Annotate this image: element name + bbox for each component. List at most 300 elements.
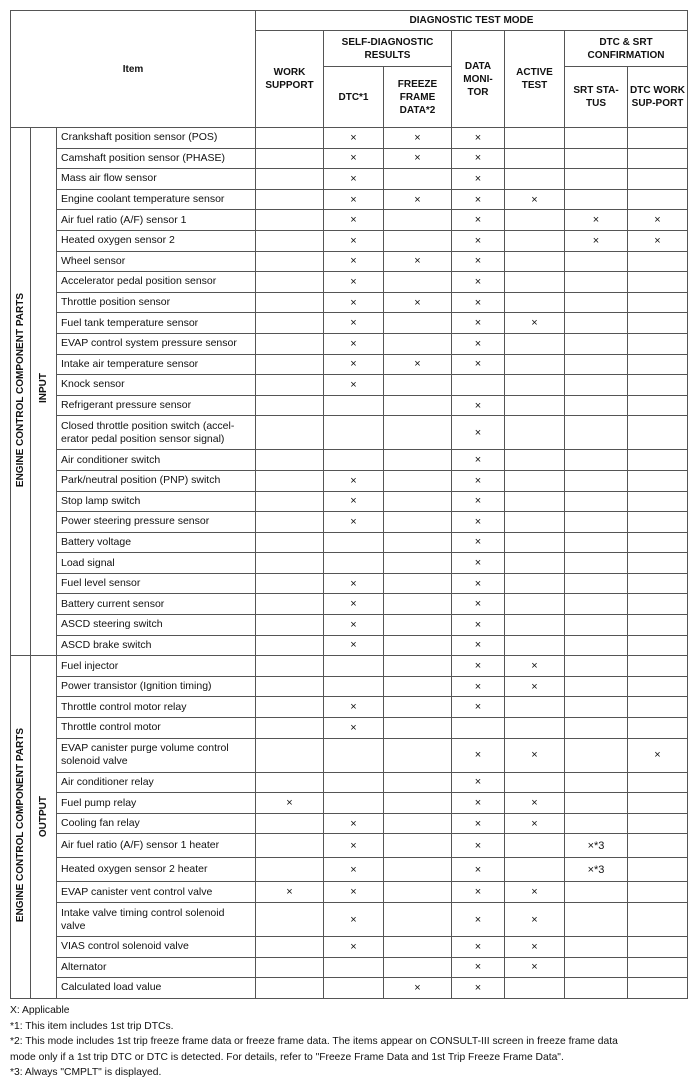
dtc-cell: [324, 813, 384, 834]
applicable-mark: ×: [474, 639, 482, 652]
srt-status-cell: [565, 772, 628, 793]
active-test-cell: [505, 834, 565, 858]
diagnostic-test-mode-header: DIAGNOSTIC TEST MODE: [256, 11, 688, 31]
freeze-frame-data-cell: [384, 978, 452, 999]
active-test-cell: [505, 718, 565, 739]
data-monitor-cell: [452, 615, 505, 636]
dtc-cell: [324, 416, 384, 450]
work-support-cell: [256, 656, 324, 677]
item-name: Fuel tank temperature sensor: [57, 313, 256, 334]
work-support-cell: [256, 615, 324, 636]
applicable-mark: ×: [474, 598, 482, 611]
dtc-cell: [324, 834, 384, 858]
table-row: [11, 251, 688, 272]
srt-status-cell: [565, 937, 628, 958]
applicable-mark: ×: [474, 474, 482, 487]
freeze-frame-data-cell: [384, 676, 452, 697]
table-row: [11, 697, 688, 718]
active-test-cell: [505, 676, 565, 697]
dtc-cell: [324, 395, 384, 416]
active-test-cell: [505, 793, 565, 814]
dtc-work-support-cell: [628, 978, 688, 999]
dtc-work-support-cell: [628, 532, 688, 553]
group-sublabel: OUTPUT: [38, 796, 49, 838]
item-name: Camshaft position sensor (PHASE): [57, 148, 256, 169]
applicable-mark: ×: [531, 817, 538, 830]
dtc-work-support-cell: [628, 813, 688, 834]
applicable-mark: ×: [350, 214, 357, 227]
item-name: Accelerator pedal position sensor: [57, 272, 256, 293]
active-test-cell: [505, 813, 565, 834]
freeze-frame-data-cell: [384, 210, 452, 231]
applicable-mark: ×: [531, 961, 538, 974]
active-test-cell: [505, 882, 565, 903]
table-row: [11, 957, 688, 978]
active-test-cell: [505, 772, 565, 793]
freeze-frame-data-cell: [384, 169, 452, 190]
applicable-mark: ×: [531, 680, 538, 693]
active-test-cell: [505, 594, 565, 615]
item-name: EVAP canister purge volume control solenoid valve: [57, 738, 256, 772]
table-row: [11, 450, 688, 471]
applicable-mark: ×: [474, 255, 482, 268]
applicable-mark: ×: [350, 193, 357, 206]
applicable-mark: ×: [350, 940, 357, 953]
active-test-cell: [505, 230, 565, 251]
dtc-work-support-cell: [628, 882, 688, 903]
applicable-mark: ×: [474, 886, 482, 899]
item-name: Throttle control motor relay: [57, 697, 256, 718]
dtc-cell: [324, 272, 384, 293]
applicable-mark: ×: [592, 234, 600, 247]
work-support-cell: [256, 169, 324, 190]
data-monitor-cell: [452, 903, 505, 937]
applicable-mark: ×: [350, 495, 357, 508]
srt-status-cell: [565, 416, 628, 450]
active-test-cell: [505, 615, 565, 636]
active-test-cell: [505, 937, 565, 958]
work-support-cell: [256, 882, 324, 903]
freeze-frame-data-cell: [384, 470, 452, 491]
freeze-frame-data-cell: [384, 532, 452, 553]
table-row: [11, 512, 688, 533]
applicable-mark: ×: [474, 536, 482, 549]
work-support-cell: [256, 272, 324, 293]
data-monitor-cell: [452, 656, 505, 677]
table-row: [11, 148, 688, 169]
item-name: EVAP canister vent control valve: [57, 882, 256, 903]
item-name: Air conditioner switch: [57, 450, 256, 471]
applicable-mark: ×: [474, 577, 482, 590]
item-name: ASCD steering switch: [57, 615, 256, 636]
work-support-cell: [256, 573, 324, 594]
applicable-mark: ×: [531, 193, 538, 206]
applicable-mark: ×: [474, 940, 482, 953]
data-monitor-cell: [452, 676, 505, 697]
srt-status-cell: [565, 292, 628, 313]
data-monitor-cell: [452, 978, 505, 999]
applicable-mark: ×: [350, 234, 357, 247]
applicable-mark: ×: [474, 214, 482, 227]
footnote-1: *1: This item includes 1st trip DTCs.: [10, 1020, 174, 1032]
applicable-mark: ×: [350, 639, 357, 652]
applicable-mark: ×: [474, 961, 482, 974]
applicable-mark: ×: [531, 749, 538, 762]
applicable-mark: ×: [474, 913, 482, 926]
applicable-mark: ×: [474, 317, 482, 330]
data-monitor-cell: [452, 395, 505, 416]
work-support-cell: [256, 813, 324, 834]
dtc-work-support-header: DTC WORK SUP-PORT: [628, 67, 688, 128]
freeze-frame-data-cell: [384, 512, 452, 533]
applicable-mark: ×: [474, 557, 482, 570]
applicable-mark: ×*3: [587, 839, 605, 852]
freeze-frame-data-cell: [384, 697, 452, 718]
srt-status-cell: [565, 333, 628, 354]
data-monitor-cell: [452, 573, 505, 594]
active-test-cell: [505, 978, 565, 999]
dtc-cell: [324, 512, 384, 533]
dtc-work-support-cell: [628, 697, 688, 718]
freeze-frame-data-cell: [384, 738, 452, 772]
item-name: Heated oxygen sensor 2: [57, 230, 256, 251]
freeze-frame-data-cell: [384, 635, 452, 656]
table-body: [11, 128, 688, 999]
item-name: Stop lamp switch: [57, 491, 256, 512]
srt-status-cell: [565, 375, 628, 396]
dtc-cell: [324, 718, 384, 739]
srt-status-cell: [565, 450, 628, 471]
dtc-cell: [324, 532, 384, 553]
freeze-frame-data-cell: [384, 813, 452, 834]
applicable-mark: ×: [474, 358, 482, 371]
applicable-mark: ×: [474, 399, 482, 412]
applicable-mark: ×: [350, 172, 357, 185]
active-test-cell: [505, 450, 565, 471]
applicable-mark: ×: [350, 618, 357, 631]
applicable-mark: ×: [474, 839, 482, 852]
data-monitor-cell: [452, 128, 505, 149]
dtc-cell: [324, 292, 384, 313]
active-test-cell: [505, 470, 565, 491]
srt-status-cell: [565, 313, 628, 334]
active-test-cell: [505, 512, 565, 533]
work-support-cell: [256, 738, 324, 772]
applicable-mark: ×: [474, 193, 482, 206]
table-row: [11, 416, 688, 450]
applicable-mark: ×: [654, 749, 661, 762]
dtc-work-support-cell: [628, 251, 688, 272]
data-monitor-cell: [452, 834, 505, 858]
table-row: [11, 470, 688, 491]
data-monitor-cell: [452, 532, 505, 553]
table-row: [11, 903, 688, 937]
applicable-mark: ×: [474, 817, 482, 830]
table-row: [11, 395, 688, 416]
applicable-mark: ×: [474, 337, 482, 350]
table-row: [11, 656, 688, 677]
srt-status-cell: [565, 210, 628, 231]
applicable-mark: ×*3: [587, 863, 605, 876]
table-row: [11, 313, 688, 334]
freeze-frame-data-cell: [384, 292, 452, 313]
item-name: Load signal: [57, 553, 256, 574]
applicable-mark: ×: [350, 152, 357, 165]
item-name: Closed throttle position switch (accel-erator pedal position sensor signal): [57, 416, 256, 450]
active-test-cell: [505, 858, 565, 882]
item-name: Knock sensor: [57, 375, 256, 396]
item-name: Power transistor (Ignition timing): [57, 676, 256, 697]
applicable-mark: ×: [531, 317, 538, 330]
dtc-cell: [324, 230, 384, 251]
freeze-frame-data-cell: [384, 957, 452, 978]
freeze-frame-data-cell: [384, 450, 452, 471]
freeze-frame-data-cell: [384, 148, 452, 169]
dtc-work-support-cell: [628, 272, 688, 293]
freeze-frame-data-cell: [384, 128, 452, 149]
work-support-cell: [256, 230, 324, 251]
work-support-cell: [256, 903, 324, 937]
table-row: [11, 937, 688, 958]
work-support-cell: [256, 395, 324, 416]
freeze-frame-data-cell: [384, 594, 452, 615]
item-name: Battery current sensor: [57, 594, 256, 615]
dtc-cell: [324, 882, 384, 903]
applicable-mark: ×: [474, 515, 482, 528]
srt-status-cell: [565, 813, 628, 834]
active-test-cell: [505, 292, 565, 313]
group-sublabel-cell: [31, 656, 57, 999]
applicable-mark: ×: [474, 454, 482, 467]
work-support-cell: [256, 858, 324, 882]
item-name: Air fuel ratio (A/F) sensor 1 heater: [57, 834, 256, 858]
applicable-mark: ×: [531, 886, 538, 899]
table-row: [11, 573, 688, 594]
dtc-work-support-cell: [628, 903, 688, 937]
work-support-cell: [256, 189, 324, 210]
group-label-cell: [11, 128, 31, 656]
data-monitor-cell: [452, 470, 505, 491]
applicable-mark: ×: [474, 495, 482, 508]
srt-status-cell: [565, 656, 628, 677]
item-name: Calculated load value: [57, 978, 256, 999]
item-name: Park/neutral position (PNP) switch: [57, 470, 256, 491]
dtc-cell: [324, 470, 384, 491]
applicable-mark: ×: [654, 234, 661, 247]
table-row: [11, 230, 688, 251]
dtc-cell: [324, 978, 384, 999]
dtc-cell: [324, 333, 384, 354]
applicable-mark: ×: [474, 701, 482, 714]
applicable-mark: ×: [414, 358, 421, 371]
dtc-work-support-cell: [628, 676, 688, 697]
data-monitor-cell: [452, 292, 505, 313]
work-support-cell: [256, 313, 324, 334]
applicable-mark: ×: [350, 701, 357, 714]
item-name: Alternator: [57, 957, 256, 978]
freeze-frame-data-cell: [384, 656, 452, 677]
dtc-cell: [324, 553, 384, 574]
active-test-cell: [505, 697, 565, 718]
dtc-cell: [324, 772, 384, 793]
dtc-work-support-cell: [628, 230, 688, 251]
item-header: Item: [11, 11, 256, 128]
table-row: [11, 834, 688, 858]
freeze-frame-data-cell: [384, 313, 452, 334]
work-support-cell: [256, 718, 324, 739]
work-support-cell: [256, 594, 324, 615]
applicable-mark: ×: [474, 680, 482, 693]
freeze-frame-data-cell: [384, 882, 452, 903]
data-monitor-cell: [452, 210, 505, 231]
dtc-cell: [324, 793, 384, 814]
dtc-cell: [324, 148, 384, 169]
srt-status-cell: [565, 272, 628, 293]
applicable-mark: ×: [414, 193, 421, 206]
item-name: Intake air temperature sensor: [57, 354, 256, 375]
footnote-legend: X: Applicable: [10, 1005, 70, 1016]
srt-status-cell: [565, 491, 628, 512]
dtc-work-support-cell: [628, 416, 688, 450]
applicable-mark: ×: [350, 317, 357, 330]
srt-status-cell: [565, 594, 628, 615]
active-test-cell: [505, 272, 565, 293]
freeze-frame-data-cell: [384, 937, 452, 958]
active-test-cell: [505, 656, 565, 677]
group-label: ENGINE CONTROL COMPONENT PARTS: [15, 728, 26, 923]
item-name: Wheel sensor: [57, 251, 256, 272]
srt-status-cell: [565, 903, 628, 937]
active-test-cell: [505, 354, 565, 375]
work-support-cell: [256, 470, 324, 491]
applicable-mark: ×: [414, 296, 421, 309]
freeze-frame-data-cell: [384, 230, 452, 251]
dtc-work-support-cell: [628, 594, 688, 615]
freeze-frame-data-cell: [384, 272, 452, 293]
srt-status-cell: [565, 978, 628, 999]
table-row: [11, 354, 688, 375]
footnote-3: *3: Always "CMPLT" is displayed.: [10, 1067, 162, 1079]
table-row: [11, 718, 688, 739]
srt-status-cell: [565, 957, 628, 978]
table-row: [11, 793, 688, 814]
work-support-cell: [256, 957, 324, 978]
srt-status-cell: [565, 470, 628, 491]
data-monitor-cell: [452, 169, 505, 190]
table-row: [11, 978, 688, 999]
applicable-mark: ×: [474, 749, 482, 762]
applicable-mark: ×: [350, 913, 357, 926]
item-name: Fuel pump relay: [57, 793, 256, 814]
work-support-cell: [256, 553, 324, 574]
dtc-cell: [324, 354, 384, 375]
work-support-cell: [256, 148, 324, 169]
freeze-frame-data-cell: [384, 718, 452, 739]
dtc-cell: [324, 189, 384, 210]
dtc-work-support-cell: [628, 292, 688, 313]
dtc-work-support-cell: [628, 656, 688, 677]
item-name: Heated oxygen sensor 2 heater: [57, 858, 256, 882]
active-test-cell: [505, 395, 565, 416]
srt-status-cell: [565, 148, 628, 169]
item-name: Intake valve timing control solenoid valve: [57, 903, 256, 937]
dtc-work-support-cell: [628, 834, 688, 858]
freeze-frame-data-cell: [384, 189, 452, 210]
data-monitor-cell: [452, 375, 505, 396]
applicable-mark: ×: [474, 275, 482, 288]
group-sublabel: INPUT: [38, 373, 49, 403]
work-support-cell: [256, 834, 324, 858]
table-row: [11, 615, 688, 636]
work-support-cell: [256, 251, 324, 272]
work-support-cell: [256, 532, 324, 553]
table-row: [11, 635, 688, 656]
applicable-mark: ×: [350, 474, 357, 487]
active-test-cell: [505, 553, 565, 574]
applicable-mark: ×: [474, 296, 482, 309]
data-monitor-cell: [452, 251, 505, 272]
srt-status-cell: [565, 251, 628, 272]
dtc-work-support-cell: [628, 210, 688, 231]
data-monitor-cell: [452, 738, 505, 772]
active-test-cell: [505, 957, 565, 978]
work-support-cell: [256, 491, 324, 512]
applicable-mark: ×: [592, 214, 600, 227]
freeze-frame-data-cell: [384, 251, 452, 272]
table-row: [11, 491, 688, 512]
active-test-cell: [505, 169, 565, 190]
freeze-frame-data-cell: [384, 553, 452, 574]
dtc-cell: [324, 491, 384, 512]
dtc-cell: [324, 313, 384, 334]
applicable-mark: ×: [286, 797, 293, 810]
dtc-cell: [324, 738, 384, 772]
data-monitor-cell: [452, 635, 505, 656]
dtc-work-support-cell: [628, 148, 688, 169]
dtc-cell: [324, 957, 384, 978]
applicable-mark: ×: [414, 255, 421, 268]
data-monitor-cell: [452, 512, 505, 533]
active-test-cell: [505, 148, 565, 169]
data-monitor-cell: [452, 772, 505, 793]
freeze-frame-data-header: FREEZE FRAME DATA*2: [384, 67, 452, 128]
table-row: [11, 210, 688, 231]
applicable-mark: ×: [350, 839, 357, 852]
footnote-2-line-1: *2: This mode includes 1st trip freeze frame data or freeze frame data. The items appear on CONSULT-III screen in freeze frame data: [10, 1036, 618, 1048]
freeze-frame-data-cell: [384, 858, 452, 882]
dtc-work-support-cell: [628, 470, 688, 491]
data-monitor-cell: [452, 813, 505, 834]
dtc-work-support-cell: [628, 937, 688, 958]
applicable-mark: ×: [531, 913, 538, 926]
work-support-cell: [256, 978, 324, 999]
table-row: [11, 333, 688, 354]
applicable-mark: ×: [414, 152, 421, 165]
item-name: Fuel injector: [57, 656, 256, 677]
srt-status-cell: [565, 793, 628, 814]
applicable-mark: ×: [414, 981, 421, 994]
dtc-work-support-cell: [628, 553, 688, 574]
freeze-frame-data-cell: [384, 375, 452, 396]
work-support-cell: [256, 333, 324, 354]
dtc-cell: [324, 858, 384, 882]
srt-status-cell: [565, 553, 628, 574]
srt-status-cell: [565, 128, 628, 149]
dtc-work-support-cell: [628, 635, 688, 656]
dtc-cell: [324, 697, 384, 718]
freeze-frame-data-cell: [384, 793, 452, 814]
applicable-mark: ×: [474, 776, 482, 789]
